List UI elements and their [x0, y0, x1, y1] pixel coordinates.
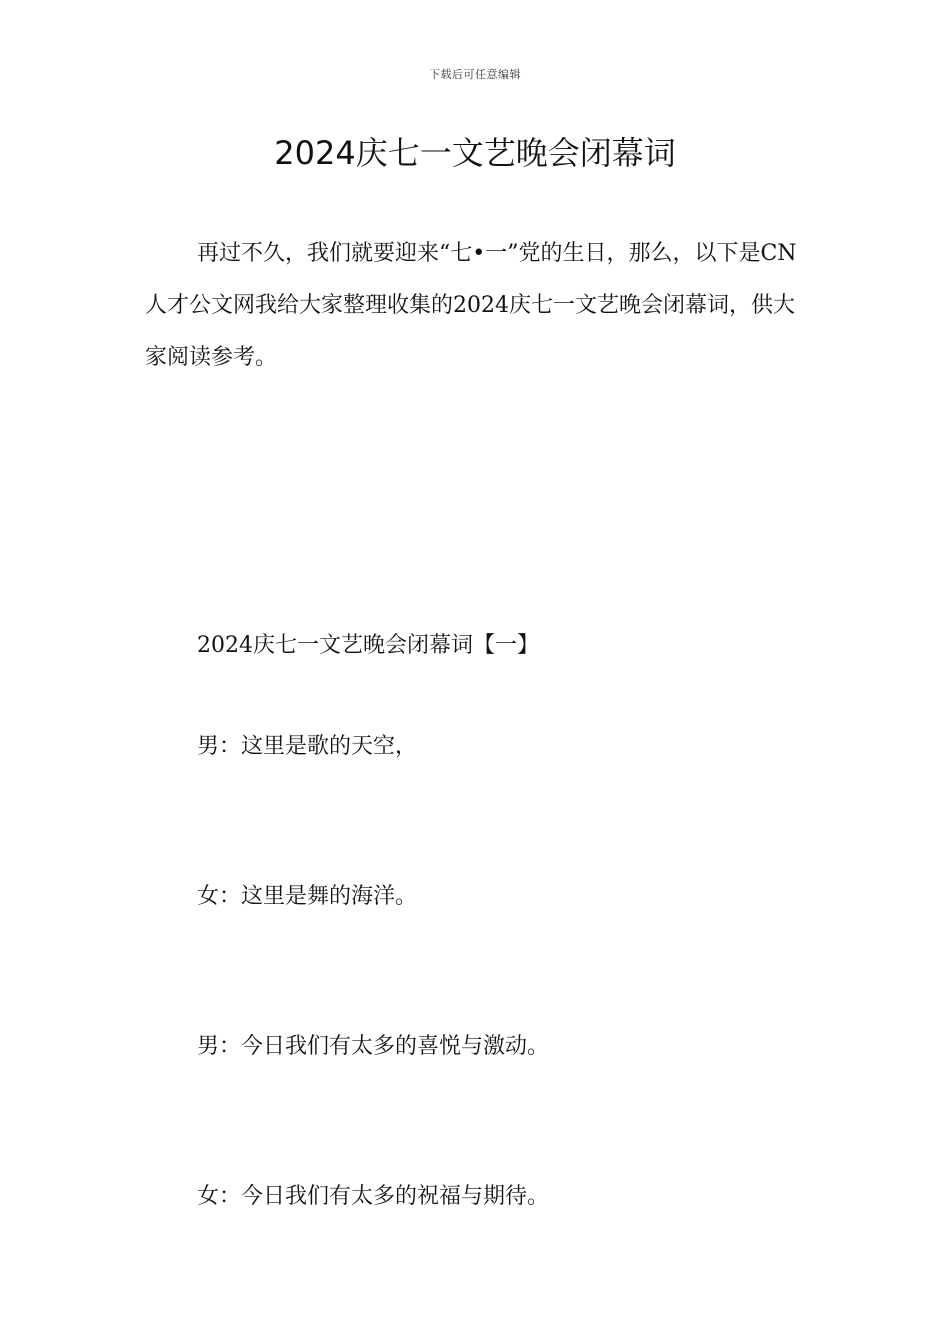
dialogue-line: 女：今日我们有太多的祝福与期待。 — [197, 1184, 550, 1209]
dialogue-line: 男：这里是歌的天空， — [197, 734, 418, 759]
dialogue-line: 男：今日我们有太多的喜悦与激动。 — [197, 1034, 550, 1059]
section-heading: 2024庆七一文艺晚会闭幕词【一】 — [197, 633, 539, 658]
intro-paragraph: 再过不久，我们就要迎来“七•一”党的生日，那么，以下是CN人才公文网我给大家整理收集的2024庆七一文艺晚会闭幕词，供大家阅读参考。 — [145, 241, 797, 370]
document-title: 2024庆七一文艺晚会闭幕词 — [274, 134, 676, 172]
header-note: 下载后可任意编辑 — [429, 68, 521, 81]
dialogue-line: 女：这里是舞的海洋。 — [197, 884, 418, 909]
